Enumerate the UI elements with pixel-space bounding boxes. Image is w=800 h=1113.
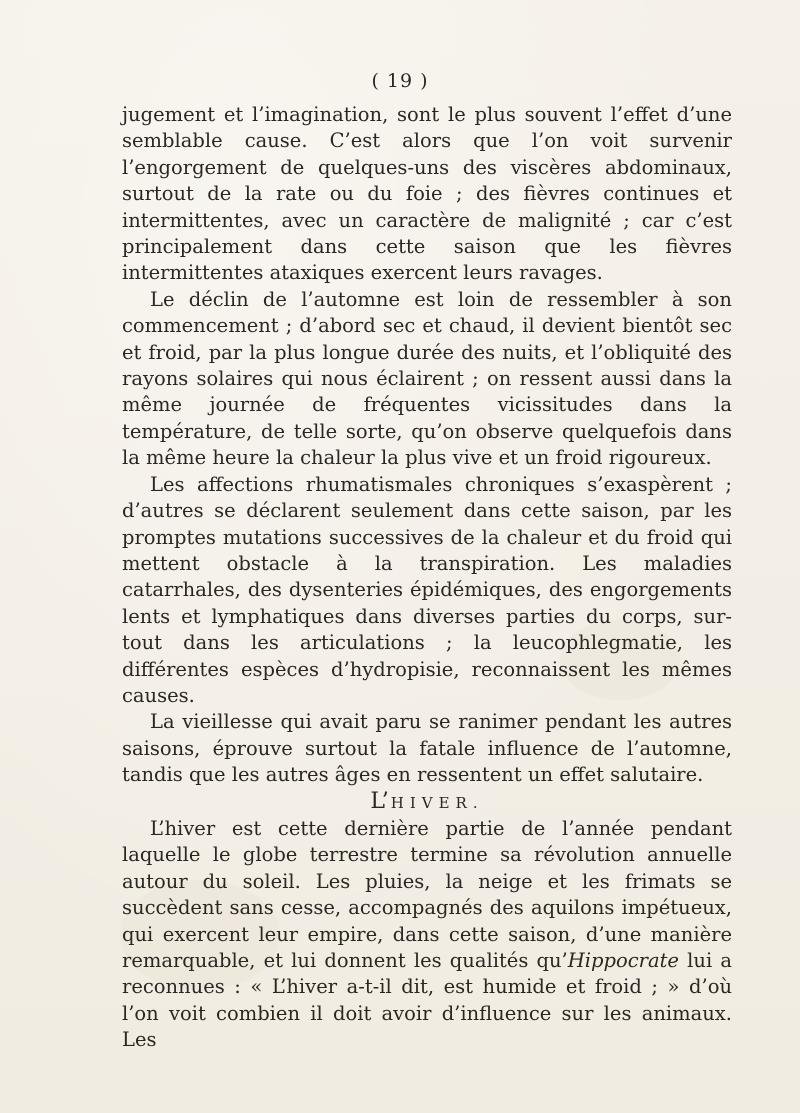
paragraph: La vieillesse qui avait paru se ranimer pendant les autres saisons, éprouve surtout la fatale influence de l’automne, tandis que les autres âges en ressentent un effet salutaire. bbox=[122, 710, 732, 787]
paragraph-winter bbox=[122, 816, 732, 1054]
winter-text-end: lui a reconnues : « L’hiver a-t-il dit, est humide et froid ; » d’où l’on voit combien il doit avoir d’influence sur les animaux. Les bbox=[122, 949, 732, 1052]
hippocrate-name: Hippocrate bbox=[567, 949, 679, 972]
paragraph: jugement et l’imagination, sont le plus souvent l’effet d’une semblable cause. C’est alors que l’on voit survenir l’engorgement de quelques-uns des viscères abdominaux, surtout de la rate ou du foie ; des fièvres continues et intermittentes, avec un caractère de malignité ; car c’est principalement dans cette saison que les fièvres intermittentes ataxiques exercent leurs ravages. bbox=[122, 103, 732, 285]
section-heading-cap: L’ bbox=[370, 788, 391, 814]
paragraph: Le déclin de l’automne est loin de ressembler à son commencement ; d’abord sec et chaud, il devient bientôt sec et froid, par la plus longue durée des nuits, et l’obliquité des rayons solaires qui nous éclairent ; on ressent aussi dans la même journée de fréquentes vicissitudes dans la température, de telle sorte, qu’on observe quelquefois dans la même heure la chaleur la plus vive et un froid rigoureux. bbox=[122, 287, 732, 470]
body-text bbox=[122, 102, 732, 1054]
section-heading bbox=[122, 789, 732, 816]
paragraph: Les affections rhumatismales chroniques s’exaspèrent ; d’autres se déclarent seulement dans cette saison, par les promptes mutations successives de la chaleur et du froid qui mettent obstacle à la transpiration. Les maladies catarrhales, des dysenteries épidémiques, des engorgements lents et lymphatiques dans diverses parties du corps, sur-tout dans les articulations ; la leucophlegmatie, les différentes espèces d’hydropisie, reconnaissent les mêmes causes. bbox=[122, 472, 732, 707]
winter-text-start: L’hiver est cette dernière partie de l’année pendant laquelle le globe terrestre termine sa révolution annuelle autour du soleil. Les pluies, la neige et les frimats se succèdent sans cesse, accompagnés des aquilons impétueux, qui exercent leur empire, dans cette saison, d’une manière remarquable, et lui donnent les qualités qu’ bbox=[122, 816, 732, 972]
page-number: ( 19 ) bbox=[371, 70, 429, 92]
section-heading-rest: HIVER. bbox=[390, 793, 484, 812]
